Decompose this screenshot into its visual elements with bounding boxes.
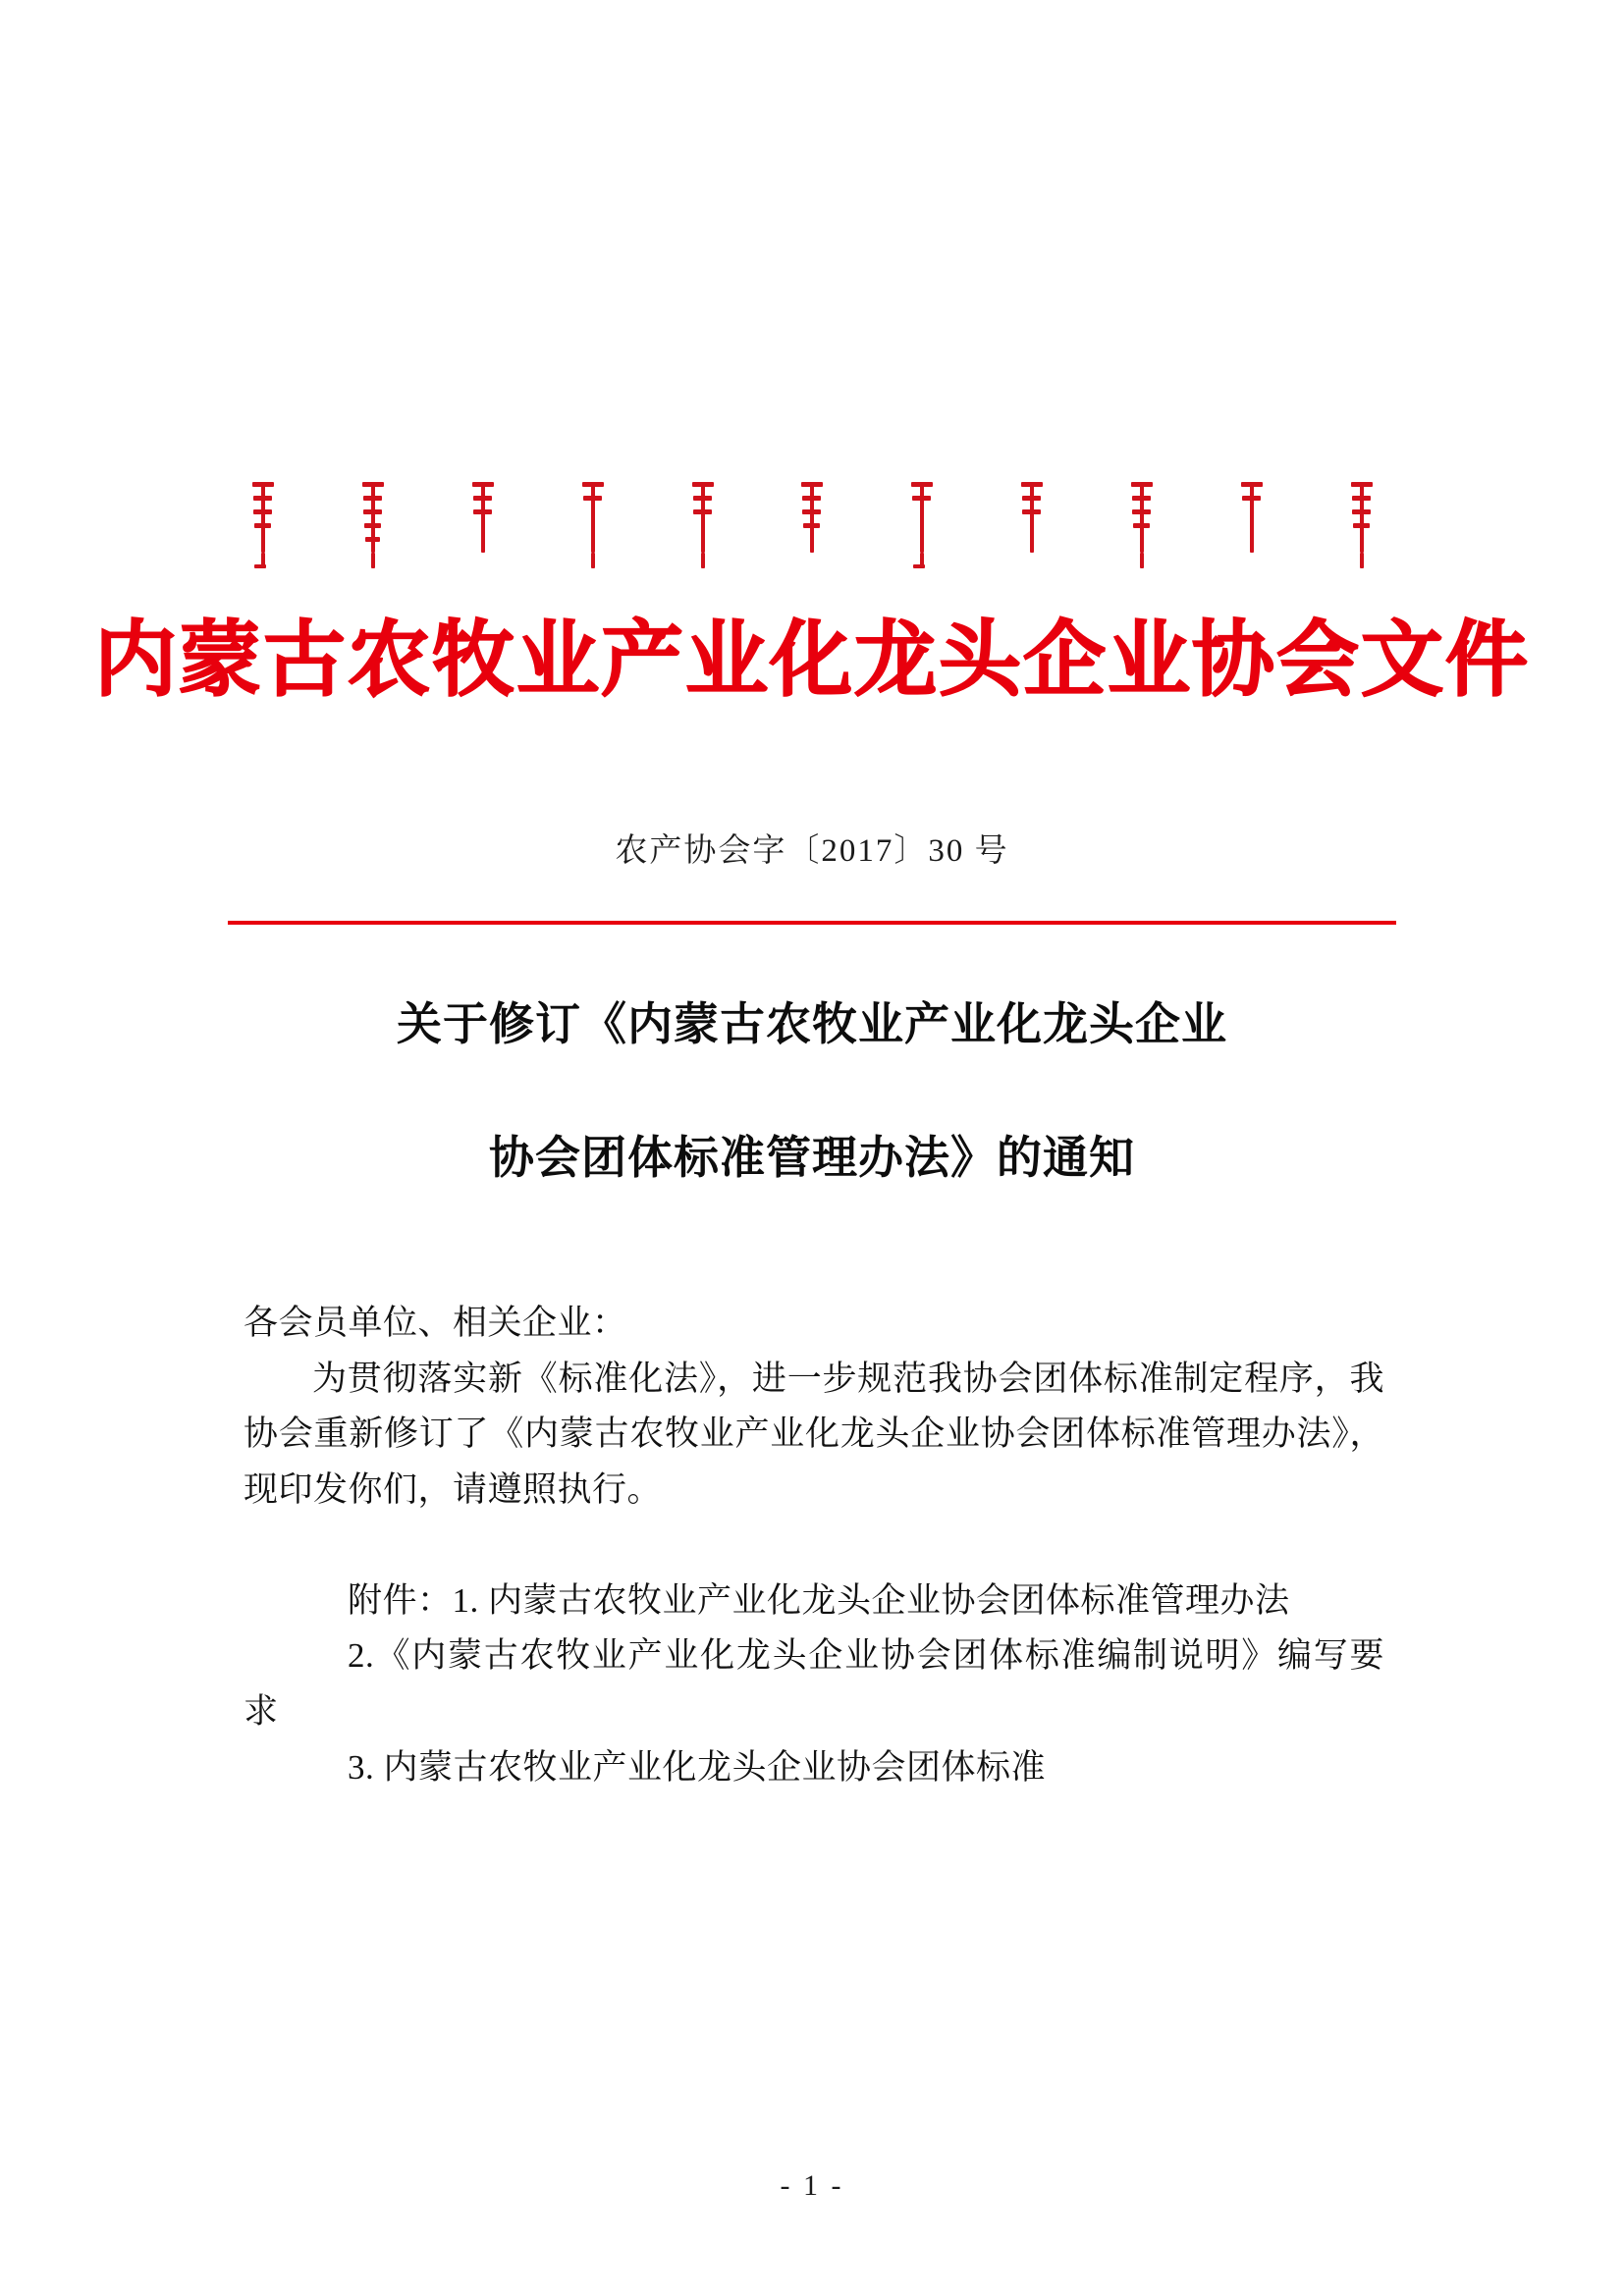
mongolian-glyph bbox=[1129, 476, 1155, 574]
red-divider-rule bbox=[228, 921, 1396, 925]
document-masthead-title: 内蒙古农牧业产业化龙头企业协会文件 bbox=[93, 611, 1530, 708]
mongolian-glyph bbox=[1349, 476, 1375, 574]
page-title-line-2: 协会团体标准管理办法》的通知 bbox=[489, 1131, 1135, 1184]
attachment-item-2: 2.《内蒙古农牧业产业化龙头企业协会团体标准编制说明》编写要求 bbox=[244, 1636, 1384, 1732]
mongolian-glyph bbox=[580, 476, 606, 574]
body-paragraph-1: 为贯彻落实新《标准化法》，进一步规范我协会团体标准制定程序，我协会重新修订了《内蒙古农牧业产业化龙头企业协会团体标准管理办法》，现印发你们，请遵照执行。 bbox=[244, 1359, 1384, 1510]
body-salutation: 各会员单位、相关企业： bbox=[244, 1304, 627, 1342]
mongolian-glyph bbox=[909, 476, 935, 574]
document-body bbox=[244, 1296, 1384, 1796]
mongolian-glyph bbox=[690, 476, 716, 574]
page-title bbox=[177, 997, 1447, 1184]
mongolian-glyph bbox=[1239, 476, 1265, 574]
mongolian-glyph bbox=[470, 476, 496, 574]
mongolian-glyph bbox=[360, 476, 386, 574]
document-number: 农产协会字〔2017〕30 号 bbox=[615, 833, 1009, 869]
mongolian-script-header bbox=[250, 476, 1375, 589]
page-title-line-1: 关于修订《内蒙古农牧业产业化龙头企业 bbox=[397, 997, 1227, 1050]
attachment-item-3: 3. 内蒙古农牧业产业化龙头企业协会团体标准 bbox=[348, 1747, 1047, 1787]
attachment-item-1: 附件：1. 内蒙古农牧业产业化龙头企业协会团体标准管理办法 bbox=[348, 1580, 1290, 1620]
page-number: - 1 - bbox=[780, 2169, 844, 2202]
mongolian-glyph bbox=[250, 476, 276, 574]
mongolian-glyph bbox=[1019, 476, 1045, 574]
mongolian-glyph bbox=[799, 476, 825, 574]
